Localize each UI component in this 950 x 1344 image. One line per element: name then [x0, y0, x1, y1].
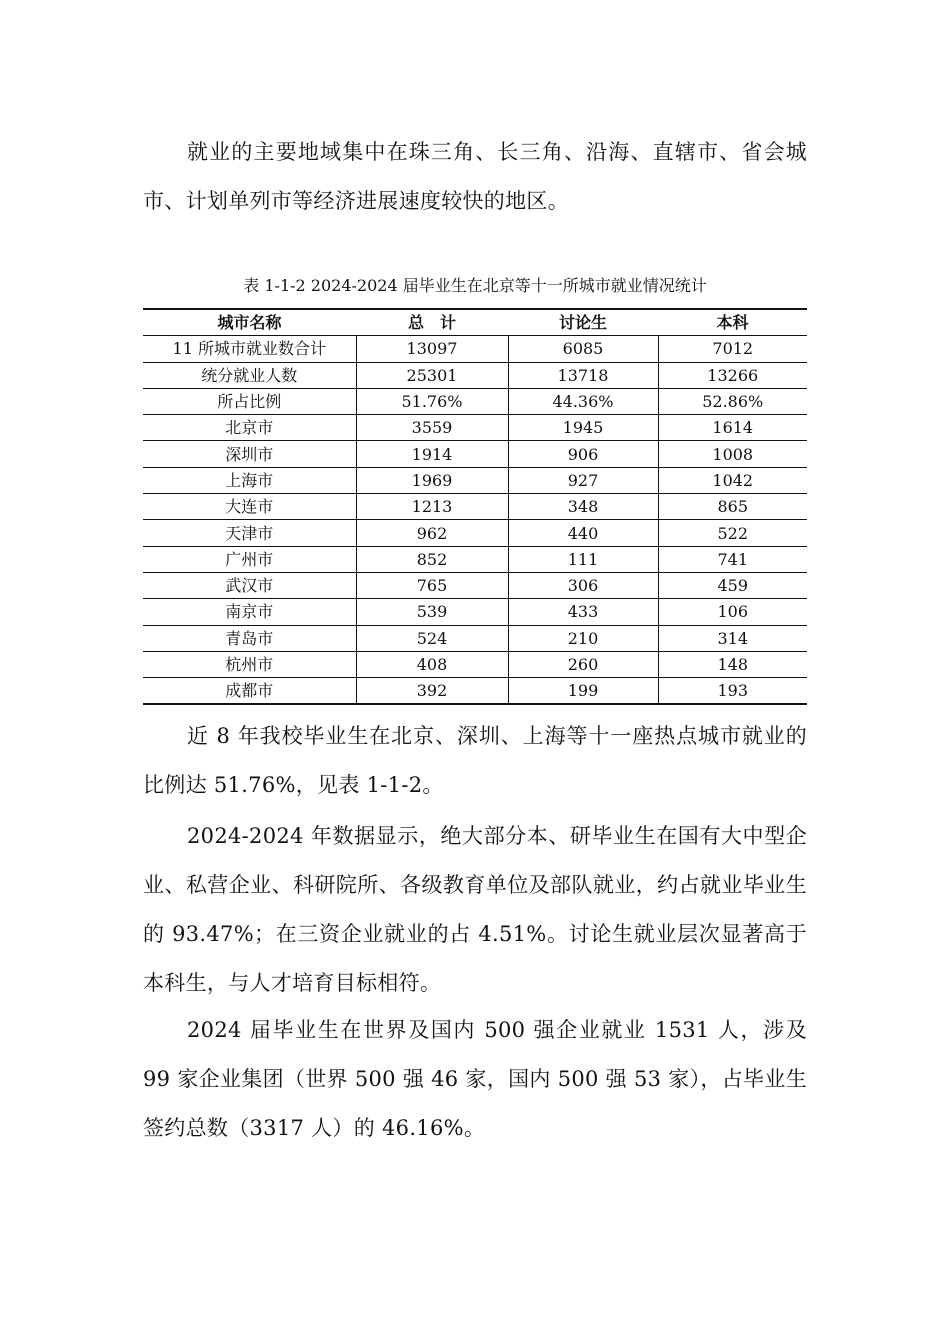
cell-total: 408 — [356, 651, 508, 677]
cell-city: 统分就业人数 — [143, 362, 356, 388]
cell-graduate: 111 — [508, 546, 658, 572]
table-body — [143, 336, 807, 705]
city-employment-table — [143, 308, 807, 705]
cell-total: 13097 — [356, 336, 508, 362]
cell-undergraduate: 1614 — [658, 415, 807, 441]
table-row — [143, 625, 807, 651]
cell-city: 天津市 — [143, 520, 356, 546]
cell-city: 深圳市 — [143, 441, 356, 467]
cell-undergraduate: 522 — [658, 520, 807, 546]
cell-graduate: 44.36% — [508, 388, 658, 414]
cell-graduate: 927 — [508, 467, 658, 493]
column-header-city: 城市名称 — [143, 309, 356, 336]
cell-graduate: 260 — [508, 651, 658, 677]
cell-city: 所占比例 — [143, 388, 356, 414]
cell-undergraduate: 741 — [658, 546, 807, 572]
table-row — [143, 362, 807, 388]
cell-total: 25301 — [356, 362, 508, 388]
cell-undergraduate: 193 — [658, 678, 807, 705]
cell-graduate: 906 — [508, 441, 658, 467]
cell-undergraduate: 314 — [658, 625, 807, 651]
cell-city: 北京市 — [143, 415, 356, 441]
cell-graduate: 1945 — [508, 415, 658, 441]
cell-graduate: 348 — [508, 494, 658, 520]
cell-total: 3559 — [356, 415, 508, 441]
cell-graduate: 210 — [508, 625, 658, 651]
cell-city: 南京市 — [143, 599, 356, 625]
table-row — [143, 336, 807, 362]
cell-total: 524 — [356, 625, 508, 651]
table-row — [143, 572, 807, 598]
cell-graduate: 440 — [508, 520, 658, 546]
cell-total: 392 — [356, 678, 508, 705]
cell-undergraduate: 7012 — [658, 336, 807, 362]
paragraph-employer-types: 2024-2024 年数据显示，绝大部分本、研毕业生在国有大中型企业、私营企业、科研院所、各级教育单位及部队就业，约占就业毕业生的 93.47%；在三资企业就业的占 4.51%。讨论生就业层次显著高于本科生，与人才培育目标相符。 — [143, 824, 807, 995]
cell-city: 广州市 — [143, 546, 356, 572]
cell-undergraduate: 459 — [658, 572, 807, 598]
table-row — [143, 651, 807, 677]
paragraph-hot-cities: 近 8 年我校毕业生在北京、深圳、上海等十一座热点城市就业的比例达 51.76%，见表 1-1-2。 — [143, 724, 807, 797]
paragraph-top500: 2024 届毕业生在世界及国内 500 强企业就业 1531 人，涉及 99 家企业集团（世界 500 强 46 家，国内 500 强 53 家），占毕业生签约总数（3317 人）的 46.16%。 — [143, 1018, 807, 1140]
cell-total: 1969 — [356, 467, 508, 493]
cell-total: 962 — [356, 520, 508, 546]
table-row — [143, 388, 807, 414]
cell-undergraduate: 148 — [658, 651, 807, 677]
paragraph-region-summary: 就业的主要地域集中在珠三角、长三角、沿海、直辖市、省会城市、计划单列市等经济进展速度较快的地区。 — [143, 140, 807, 213]
column-header-undergraduate: 本科 — [658, 309, 807, 336]
table-row — [143, 546, 807, 572]
cell-graduate: 306 — [508, 572, 658, 598]
cell-total: 51.76% — [356, 388, 508, 414]
cell-city: 上海市 — [143, 467, 356, 493]
cell-graduate: 13718 — [508, 362, 658, 388]
cell-graduate: 199 — [508, 678, 658, 705]
table-caption: 表 1-1-2 2024-2024 届毕业生在北京等十一所城市就业情况统计 — [243, 276, 707, 295]
cell-city: 青岛市 — [143, 625, 356, 651]
cell-total: 765 — [356, 572, 508, 598]
table-row — [143, 520, 807, 546]
cell-city: 大连市 — [143, 494, 356, 520]
cell-city: 杭州市 — [143, 651, 356, 677]
cell-city: 武汉市 — [143, 572, 356, 598]
cell-total: 539 — [356, 599, 508, 625]
cell-graduate: 6085 — [508, 336, 658, 362]
cell-undergraduate: 1042 — [658, 467, 807, 493]
cell-undergraduate: 106 — [658, 599, 807, 625]
cell-undergraduate: 1008 — [658, 441, 807, 467]
cell-undergraduate: 865 — [658, 494, 807, 520]
cell-graduate: 433 — [508, 599, 658, 625]
cell-total: 852 — [356, 546, 508, 572]
cell-city: 成都市 — [143, 678, 356, 705]
table-row — [143, 599, 807, 625]
cell-total: 1213 — [356, 494, 508, 520]
cell-undergraduate: 13266 — [658, 362, 807, 388]
column-header-graduate: 讨论生 — [508, 309, 658, 336]
table-row — [143, 494, 807, 520]
cell-city: 11 所城市就业数合计 — [143, 336, 356, 362]
table-row — [143, 678, 807, 705]
table-row — [143, 441, 807, 467]
table-row — [143, 467, 807, 493]
cell-total: 1914 — [356, 441, 508, 467]
column-header-total: 总 计 — [356, 309, 508, 336]
cell-undergraduate: 52.86% — [658, 388, 807, 414]
table-row — [143, 415, 807, 441]
table-header-row — [143, 309, 807, 336]
